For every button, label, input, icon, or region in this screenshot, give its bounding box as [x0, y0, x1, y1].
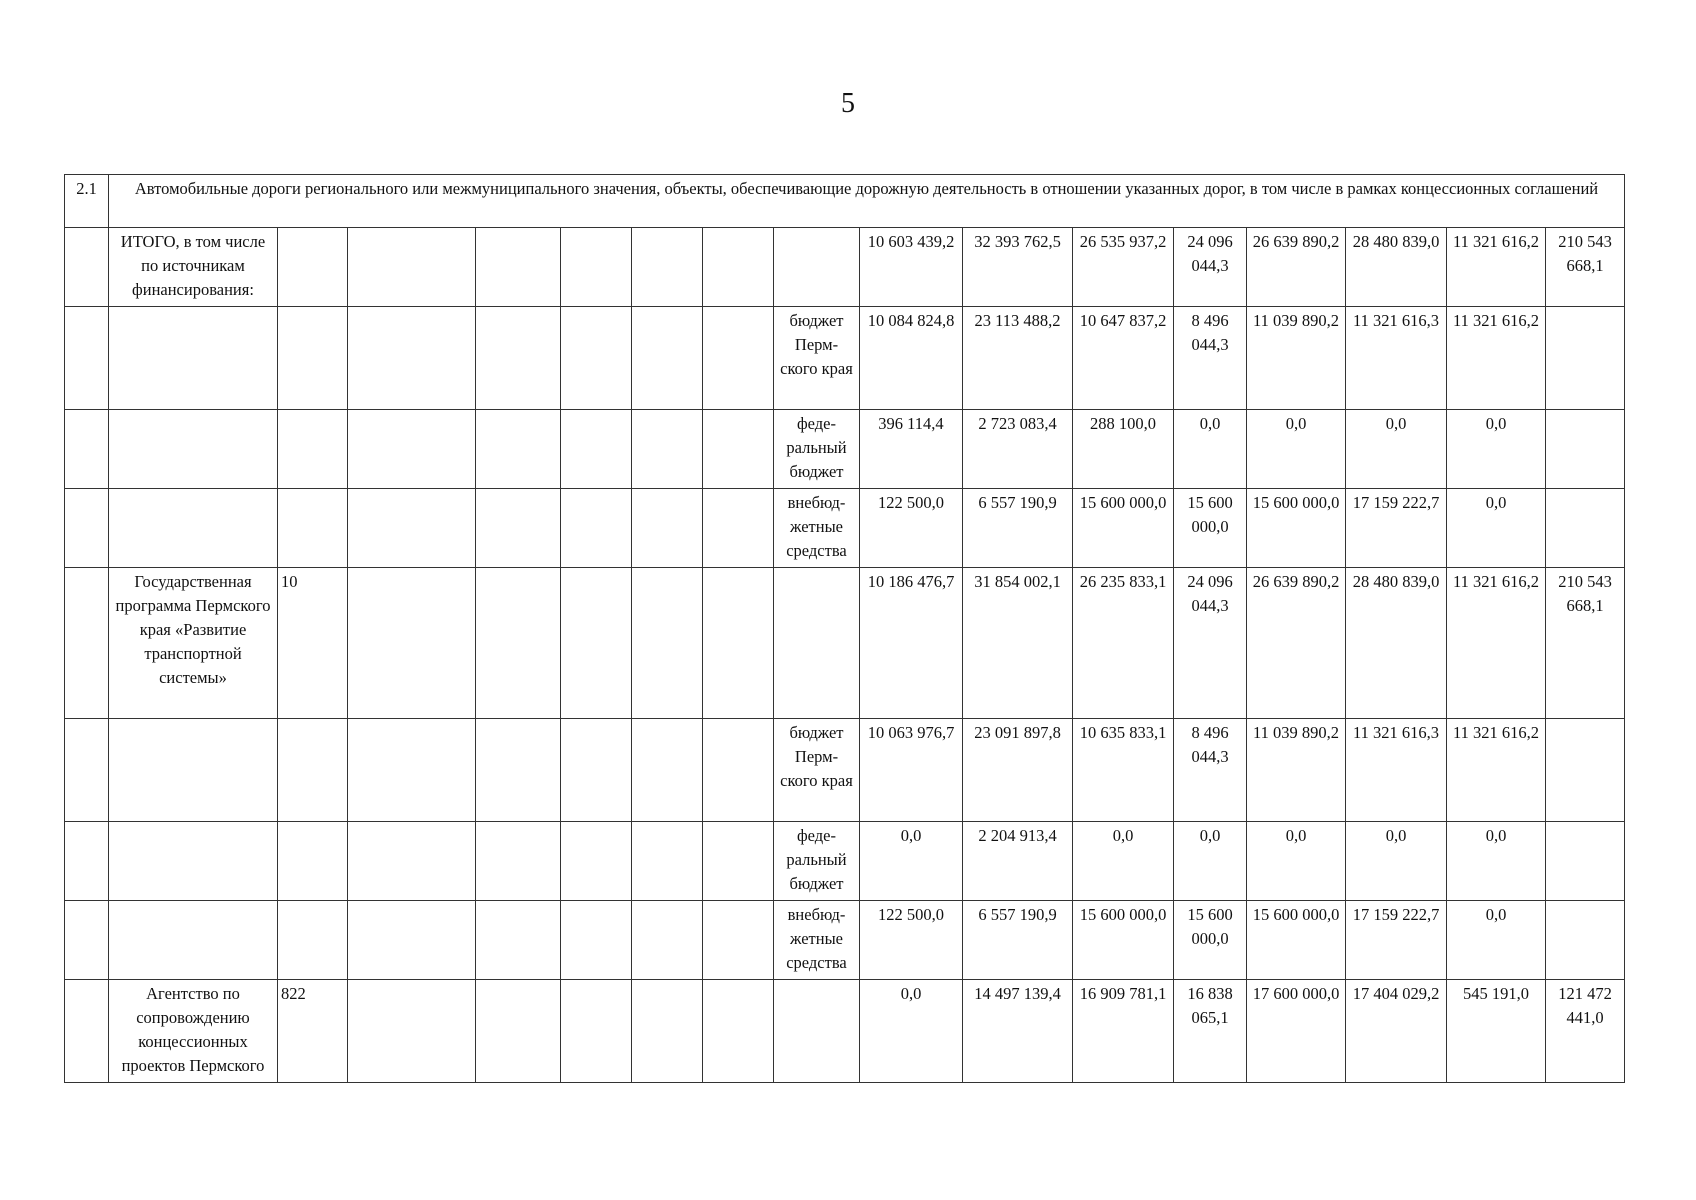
value-cell: 396 114,4	[860, 410, 963, 489]
empty-cell	[632, 822, 703, 901]
funding-source	[774, 228, 860, 307]
empty-cell	[561, 489, 632, 568]
section-title: Автомобильные дороги регионального или межмуниципального значения, объекты, обеспечивающие дорожную деятельность в отношении указанных дорог, в том числе в рамках концессионных соглашений	[109, 175, 1625, 228]
value-cell: 24 096 044,3	[1174, 568, 1247, 719]
empty-cell	[348, 489, 476, 568]
empty-cell	[348, 719, 476, 822]
value-cell: 26 235 833,1	[1073, 568, 1174, 719]
value-cell: 0,0	[1346, 410, 1447, 489]
budget-table	[64, 174, 1625, 1083]
empty-cell	[703, 568, 774, 719]
funding-source: внебюд-жетные средства	[774, 901, 860, 980]
empty-cell	[65, 489, 109, 568]
row-name	[109, 822, 278, 901]
value-cell: 15 600 000,0	[1174, 901, 1247, 980]
empty-cell	[476, 307, 561, 410]
value-cell: 17 159 222,7	[1346, 489, 1447, 568]
empty-cell	[561, 307, 632, 410]
value-cell: 0,0	[860, 980, 963, 1083]
empty-cell	[561, 568, 632, 719]
empty-cell	[703, 228, 774, 307]
table-row	[65, 822, 1625, 901]
value-cell: 28 480 839,0	[1346, 568, 1447, 719]
funding-source: феде-ральный бюджет	[774, 822, 860, 901]
value-cell	[1546, 410, 1625, 489]
value-cell: 24 096 044,3	[1174, 228, 1247, 307]
table-row	[65, 489, 1625, 568]
row-name	[109, 489, 278, 568]
value-cell: 26 535 937,2	[1073, 228, 1174, 307]
empty-cell	[561, 410, 632, 489]
table-row	[65, 228, 1625, 307]
empty-cell	[476, 568, 561, 719]
value-cell: 10 647 837,2	[1073, 307, 1174, 410]
value-cell: 0,0	[860, 822, 963, 901]
value-cell: 10 063 976,7	[860, 719, 963, 822]
row-code: 10	[278, 568, 348, 719]
empty-cell	[632, 568, 703, 719]
table-row	[65, 719, 1625, 822]
value-cell: 8 496 044,3	[1174, 307, 1247, 410]
empty-cell	[348, 568, 476, 719]
value-cell: 0,0	[1447, 410, 1546, 489]
empty-cell	[348, 307, 476, 410]
value-cell	[1546, 901, 1625, 980]
empty-cell	[632, 719, 703, 822]
value-cell: 15 600 000,0	[1247, 901, 1346, 980]
value-cell: 31 854 002,1	[963, 568, 1073, 719]
value-cell: 15 600 000,0	[1174, 489, 1247, 568]
empty-cell	[65, 901, 109, 980]
empty-cell	[65, 568, 109, 719]
section-header-row	[65, 175, 1625, 228]
row-code	[278, 822, 348, 901]
empty-cell	[65, 410, 109, 489]
value-cell: 10 084 824,8	[860, 307, 963, 410]
empty-cell	[632, 980, 703, 1083]
value-cell: 0,0	[1073, 822, 1174, 901]
value-cell: 0,0	[1447, 489, 1546, 568]
row-name	[109, 410, 278, 489]
value-cell: 210 543 668,1	[1546, 228, 1625, 307]
empty-cell	[561, 228, 632, 307]
value-cell: 11 321 616,2	[1447, 228, 1546, 307]
empty-cell	[348, 980, 476, 1083]
empty-cell	[476, 822, 561, 901]
value-cell: 17 404 029,2	[1346, 980, 1447, 1083]
row-code	[278, 410, 348, 489]
value-cell: 16 909 781,1	[1073, 980, 1174, 1083]
page-number: 5	[841, 88, 855, 119]
funding-source: бюджет Перм-ского края	[774, 307, 860, 410]
value-cell: 10 186 476,7	[860, 568, 963, 719]
value-cell: 6 557 190,9	[963, 489, 1073, 568]
funding-source	[774, 568, 860, 719]
row-code	[278, 901, 348, 980]
empty-cell	[476, 228, 561, 307]
empty-cell	[561, 719, 632, 822]
empty-cell	[476, 980, 561, 1083]
value-cell: 6 557 190,9	[963, 901, 1073, 980]
table-row	[65, 980, 1625, 1083]
value-cell: 0,0	[1174, 822, 1247, 901]
empty-cell	[65, 822, 109, 901]
empty-cell	[348, 228, 476, 307]
empty-cell	[632, 901, 703, 980]
empty-cell	[703, 719, 774, 822]
funding-source: внебюд-жетные средства	[774, 489, 860, 568]
value-cell	[1546, 822, 1625, 901]
table-row	[65, 568, 1625, 719]
value-cell: 2 723 083,4	[963, 410, 1073, 489]
value-cell: 0,0	[1447, 822, 1546, 901]
row-code: 822	[278, 980, 348, 1083]
empty-cell	[632, 228, 703, 307]
funding-source: бюджет Перм-ского края	[774, 719, 860, 822]
value-cell: 11 039 890,2	[1247, 307, 1346, 410]
empty-cell	[65, 980, 109, 1083]
row-code	[278, 228, 348, 307]
value-cell: 288 100,0	[1073, 410, 1174, 489]
value-cell: 23 091 897,8	[963, 719, 1073, 822]
value-cell: 0,0	[1346, 822, 1447, 901]
row-name	[109, 719, 278, 822]
empty-cell	[476, 901, 561, 980]
row-code	[278, 719, 348, 822]
empty-cell	[65, 719, 109, 822]
value-cell: 15 600 000,0	[1073, 901, 1174, 980]
value-cell: 122 500,0	[860, 489, 963, 568]
funding-source: феде-ральный бюджет	[774, 410, 860, 489]
value-cell: 16 838 065,1	[1174, 980, 1247, 1083]
section-number: 2.1	[65, 175, 109, 228]
value-cell	[1546, 489, 1625, 568]
value-cell: 0,0	[1247, 822, 1346, 901]
value-cell: 11 321 616,2	[1447, 568, 1546, 719]
empty-cell	[348, 822, 476, 901]
table-row	[65, 410, 1625, 489]
row-name: Агентство по сопровождению концессионных проектов Пермского	[109, 980, 278, 1083]
value-cell: 121 472 441,0	[1546, 980, 1625, 1083]
empty-cell	[632, 307, 703, 410]
row-code	[278, 307, 348, 410]
value-cell: 11 039 890,2	[1247, 719, 1346, 822]
empty-cell	[561, 901, 632, 980]
empty-cell	[476, 489, 561, 568]
empty-cell	[476, 719, 561, 822]
value-cell: 122 500,0	[860, 901, 963, 980]
value-cell: 17 159 222,7	[1346, 901, 1447, 980]
value-cell: 0,0	[1174, 410, 1247, 489]
value-cell: 32 393 762,5	[963, 228, 1073, 307]
empty-cell	[703, 307, 774, 410]
row-code	[278, 489, 348, 568]
value-cell: 26 639 890,2	[1247, 568, 1346, 719]
value-cell: 11 321 616,3	[1346, 719, 1447, 822]
value-cell: 26 639 890,2	[1247, 228, 1346, 307]
empty-cell	[703, 410, 774, 489]
funding-source	[774, 980, 860, 1083]
empty-cell	[632, 410, 703, 489]
empty-cell	[476, 410, 561, 489]
value-cell	[1546, 719, 1625, 822]
row-name	[109, 307, 278, 410]
empty-cell	[703, 901, 774, 980]
value-cell: 0,0	[1247, 410, 1346, 489]
empty-cell	[703, 980, 774, 1083]
value-cell: 17 600 000,0	[1247, 980, 1346, 1083]
value-cell: 8 496 044,3	[1174, 719, 1247, 822]
value-cell: 210 543 668,1	[1546, 568, 1625, 719]
value-cell: 11 321 616,3	[1346, 307, 1447, 410]
empty-cell	[65, 228, 109, 307]
empty-cell	[703, 489, 774, 568]
empty-cell	[632, 489, 703, 568]
empty-cell	[348, 410, 476, 489]
value-cell: 10 603 439,2	[860, 228, 963, 307]
value-cell: 11 321 616,2	[1447, 719, 1546, 822]
empty-cell	[348, 901, 476, 980]
value-cell: 28 480 839,0	[1346, 228, 1447, 307]
value-cell: 11 321 616,2	[1447, 307, 1546, 410]
table-row	[65, 307, 1625, 410]
value-cell: 0,0	[1447, 901, 1546, 980]
value-cell: 15 600 000,0	[1073, 489, 1174, 568]
table-row	[65, 901, 1625, 980]
empty-cell	[561, 980, 632, 1083]
empty-cell	[65, 307, 109, 410]
empty-cell	[703, 822, 774, 901]
empty-cell	[561, 822, 632, 901]
value-cell: 23 113 488,2	[963, 307, 1073, 410]
value-cell: 15 600 000,0	[1247, 489, 1346, 568]
value-cell: 14 497 139,4	[963, 980, 1073, 1083]
row-name	[109, 901, 278, 980]
value-cell: 10 635 833,1	[1073, 719, 1174, 822]
value-cell: 2 204 913,4	[963, 822, 1073, 901]
row-name: Государственная программа Пермского края «Развитие транспортной системы»	[109, 568, 278, 719]
row-name: ИТОГО, в том числе по источникам финансирования:	[109, 228, 278, 307]
value-cell: 545 191,0	[1447, 980, 1546, 1083]
value-cell	[1546, 307, 1625, 410]
